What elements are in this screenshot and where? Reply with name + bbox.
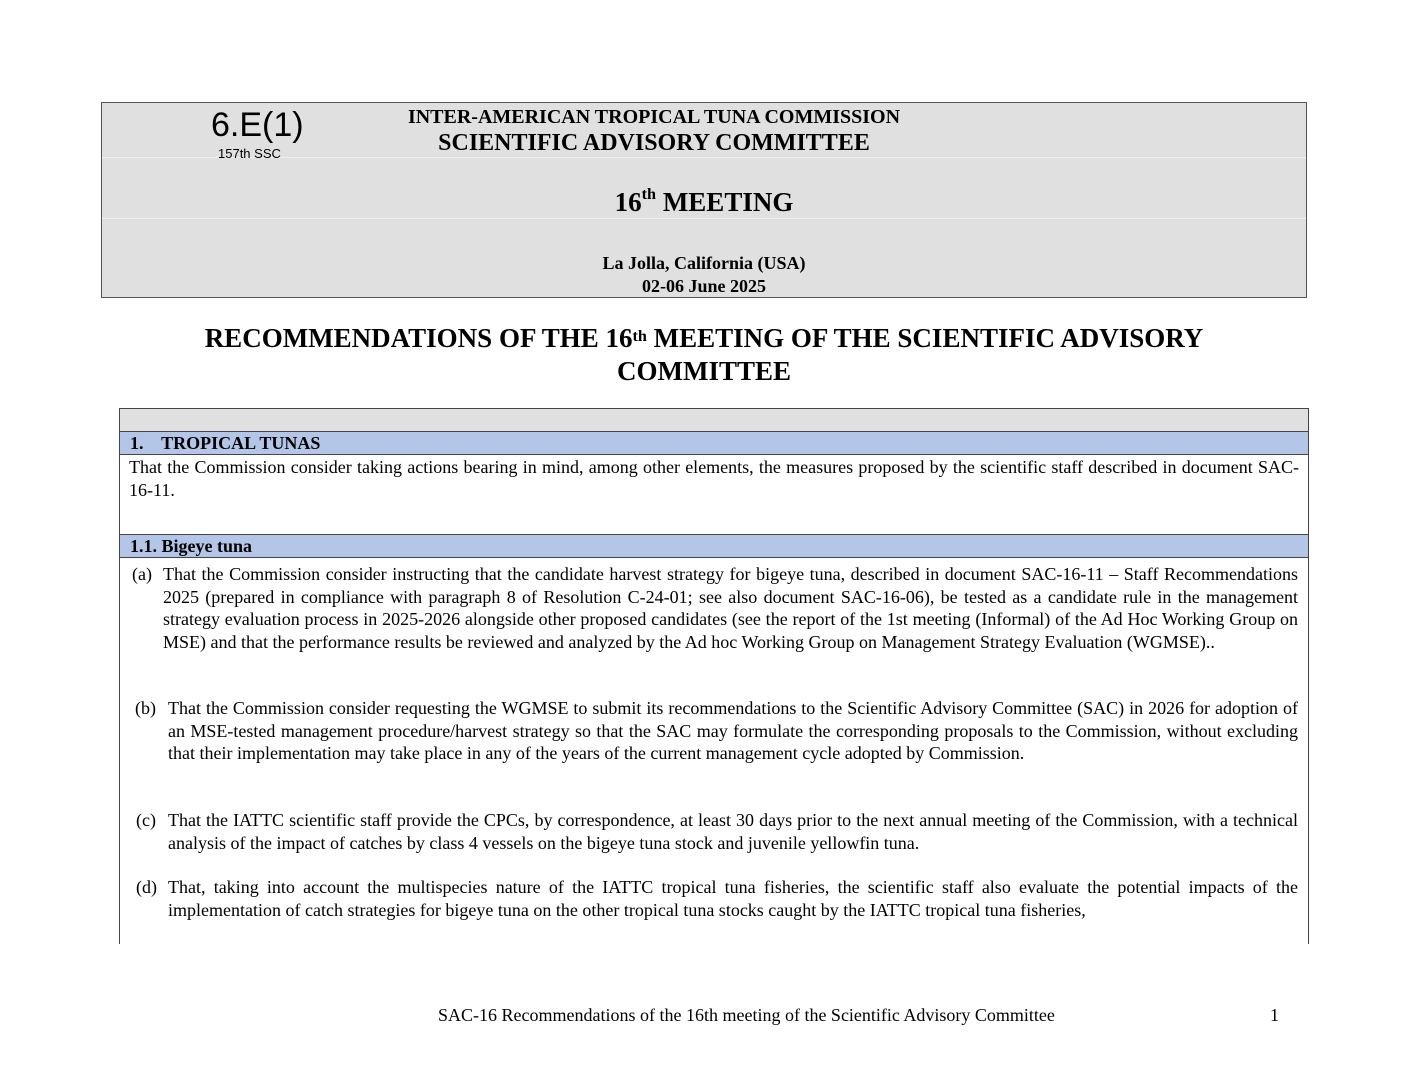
page-number: 1 bbox=[1270, 1005, 1279, 1025]
item-label: (d) bbox=[136, 877, 157, 897]
item-text: That the IATTC scientific staff provide the CPCs, by correspondence, at least 30 days prior to the next annual meeting of the Commission, with a technical analysis of the impact of catches by class 4 vessels on the bigeye tuna stock and juvenile yellowfin tuna. bbox=[168, 810, 1298, 853]
org-name bbox=[101, 106, 1307, 129]
section-heading-text: 1.1. Bigeye tuna bbox=[130, 536, 253, 556]
item-text: That the Commission consider requesting the WGMSE to submit its recommendations to the Scientific Advisory Committee (SAC) in 2026 for adoption of an MSE-tested management procedure/harvest strategy so that the SAC may formulate the corresponding proposals to the Commission, without excluding that their implementation may take place in any of the years of the current management cycle adopted by Commission. bbox=[168, 698, 1298, 763]
meeting-place: La Jolla, California (USA) bbox=[602, 253, 806, 273]
item-label: (c) bbox=[136, 810, 156, 830]
meeting-num: 16 bbox=[614, 187, 642, 217]
list-item bbox=[136, 876, 1298, 921]
committee-name-text: SCIENTIFIC ADVISORY COMMITTEE bbox=[438, 130, 870, 156]
meeting-word: MEETING bbox=[656, 187, 794, 217]
section-heading-text: 1. TROPICAL TUNAS bbox=[130, 433, 321, 453]
agenda-sub: 157th SSC bbox=[218, 146, 281, 161]
meeting-dates: 02-06 June 2025 bbox=[641, 276, 766, 296]
item-text: That, taking into account the multispecies nature of the IATTC tropical tuna fisheries, the scientific staff also evaluate the potential impacts of the implementation of catch strategies for bigeye tuna on the other tropical tuna stocks caught by the IATTC tropical tuna fisheries, bbox=[168, 877, 1298, 920]
list-item bbox=[132, 563, 1298, 653]
committee-name bbox=[101, 130, 1307, 157]
page-footer: SAC-16 Recommendations of the 16th meeting of the Scientific Advisory Committee bbox=[438, 1005, 1055, 1025]
org-name-text: INTER-AMERICAN TROPICAL TUNA COMMISSION bbox=[407, 106, 901, 128]
title-line2: COMMITTEE bbox=[616, 356, 791, 386]
list-item bbox=[135, 697, 1298, 765]
title-part1: RECOMMENDATIONS OF THE 16 bbox=[204, 323, 633, 353]
item-label: (b) bbox=[135, 698, 156, 718]
document-title bbox=[101, 322, 1307, 388]
section-heading-bigeye-tuna bbox=[120, 534, 1308, 558]
item-text: That the Commission consider instructing that the candidate harvest strategy for bigeye tuna, described in document SAC-16-11 – Staff Recommendations 2025 (prepared in compliance with paragraph 8 of Resolution C-24-01; see also document SAC-16-06), be tested as a candidate rule in the management strategy evaluation process in 2025-2026 alongside other proposed candidates (see the report of the 1st meeting (Informal) of the Ad Hoc Working Group on MSE) and that the performance results be reviewed and analyzed by the Ad hoc Working Group on Management Strategy Evaluation (WGMSE).. bbox=[163, 564, 1298, 652]
header-divider bbox=[102, 157, 1306, 158]
meeting-sup: th bbox=[641, 185, 657, 203]
title-sup: th bbox=[632, 327, 647, 345]
section-heading-tropical-tunas bbox=[120, 431, 1308, 455]
meeting-number bbox=[101, 187, 1307, 218]
item-label: (a) bbox=[132, 564, 152, 584]
recommendations-table bbox=[119, 408, 1309, 944]
agenda-code: 6.E(1) bbox=[211, 106, 304, 144]
section-intro-paragraph: That the Commission consider taking actions bearing in mind, among other elements, the measures proposed by the scientific staff described in document SAC-16-11. bbox=[129, 457, 1299, 500]
table-top-row bbox=[120, 409, 1308, 432]
header-divider bbox=[102, 218, 1306, 219]
title-part2: MEETING OF THE SCIENTIFIC ADVISORY bbox=[646, 323, 1204, 353]
list-item bbox=[136, 809, 1298, 854]
